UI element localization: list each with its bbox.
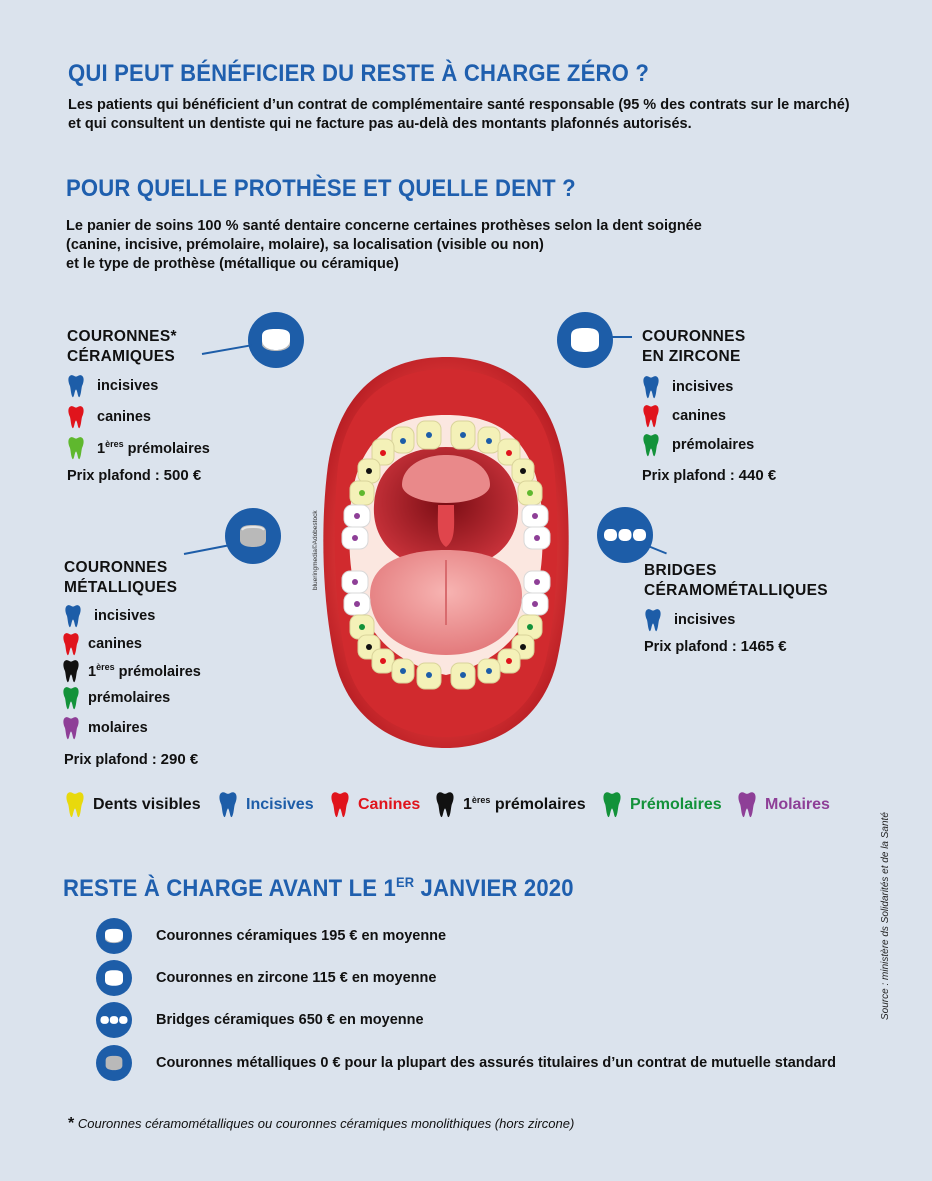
reste-row-zircone — [96, 960, 436, 996]
tooth-icon — [435, 791, 455, 818]
section-text-beneficiaires — [68, 96, 850, 134]
price-label: Prix plafond : — [64, 752, 161, 768]
title-suffix: JANVIER 2020 — [414, 875, 574, 902]
item-label: canines — [672, 408, 726, 424]
item-label: incisives — [672, 379, 734, 395]
ceramiques-item-incisives — [67, 374, 158, 398]
section-title-prothese: POUR QUELLE PROTHÈSE ET QUELLE DENT ? — [66, 175, 576, 202]
text-line: Les patients qui bénéficient d’un contrat de complémentaire santé responsable (95 % des contrats sur le marché) — [68, 97, 850, 113]
title-line: BRIDGES — [644, 562, 717, 579]
zircone-item-premolaires — [642, 433, 754, 457]
legend-incisives — [218, 791, 314, 818]
item-label: incisives — [674, 612, 736, 628]
ceramiques-title — [67, 327, 177, 367]
metalliques-item-premolaires — [62, 686, 170, 710]
crown-icon — [96, 918, 132, 954]
price-label: Prix plafond : — [642, 468, 739, 484]
row-label: Bridges céramiques 650 € en moyenne — [156, 1012, 424, 1028]
section-text-prothese — [66, 217, 702, 274]
legend-label: Canines — [358, 795, 421, 813]
title-prefix: RESTE À CHARGE AVANT LE 1 — [63, 875, 396, 902]
item-label: molaires — [88, 720, 148, 736]
source-note: Source : ministère ds Solidarités et de la Santé — [880, 812, 891, 1020]
metalliques-item-incisives — [64, 604, 155, 628]
legend-label: Dents visibles — [93, 795, 201, 813]
tooth-icon — [65, 791, 85, 818]
image-credit: blueringmedia©Adobestock — [312, 510, 319, 590]
tooth-icon — [642, 375, 660, 399]
suffix: prémolaires — [490, 796, 586, 813]
connector-line — [202, 344, 252, 355]
legend-molaires — [737, 791, 830, 818]
price-value: 290 € — [160, 751, 199, 768]
zircone-item-incisives — [642, 375, 733, 399]
bridges-price — [644, 638, 787, 655]
row-label: Couronnes métalliques 0 € pour la plupart des assurés titulaires d’un contrat de mutuelle standard — [156, 1055, 837, 1071]
zircone-title — [642, 327, 745, 367]
tooth-icon — [602, 791, 622, 818]
legend-label: Prémolaires — [630, 795, 722, 813]
sup: ères — [96, 662, 115, 672]
title-line: COURONNES — [64, 559, 168, 576]
bridges-item-incisives — [644, 608, 735, 632]
item-label — [97, 439, 210, 457]
text-line: Le panier de soins 100 % santé dentaire concerne certaines prothèses selon la dent soignée — [66, 218, 702, 234]
tooth-icon — [64, 604, 82, 628]
sup: ères — [105, 439, 124, 449]
footnote — [68, 1115, 574, 1133]
ceramiques-item-premolaires — [67, 436, 210, 460]
legend-label: Molaires — [765, 795, 830, 813]
metalliques-title — [64, 558, 177, 598]
tooth-icon — [642, 433, 660, 457]
tooth-icon — [737, 791, 757, 818]
price-value: 1465 € — [740, 638, 787, 655]
title-line: CÉRAMIQUES — [67, 348, 176, 365]
tooth-icon — [67, 374, 85, 398]
zircone-item-canines — [642, 404, 726, 428]
metalliques-price — [64, 751, 198, 768]
row-label: Couronnes en zircone 115 € en moyenne — [156, 970, 437, 986]
legend-1eres-premolaires — [435, 791, 586, 818]
footnote-text: Couronnes céramométalliques ou couronnes céramiques monolithiques (hors zircone) — [77, 1116, 575, 1131]
item-label: prémolaires — [88, 690, 171, 706]
label: prémolaires — [127, 441, 210, 457]
reste-row-ceramiques — [96, 918, 446, 954]
crown-icon — [557, 312, 613, 368]
price-value: 440 € — [738, 467, 777, 484]
price-value: 500 € — [163, 467, 202, 484]
reste-row-bridges — [96, 1002, 424, 1038]
connector-line — [612, 336, 632, 338]
tooth-icon — [62, 659, 80, 683]
section-title-reste-a-charge — [63, 874, 574, 903]
item-label — [88, 662, 201, 680]
title-line: EN ZIRCONE — [642, 348, 741, 365]
ceramiques-item-canines — [67, 405, 151, 429]
tooth-icon — [62, 716, 80, 740]
mouth-illustration — [320, 355, 572, 750]
title-sup: ER — [395, 874, 415, 890]
metalliques-item-1eres-premolaires — [62, 659, 201, 683]
prefix: 1 — [88, 664, 97, 680]
section-title-beneficiaires: QUI PEUT BÉNÉFICIER DU RESTE À CHARGE ZÉRO ? — [68, 60, 649, 87]
legend-label: Incisives — [246, 795, 314, 813]
item-label: incisives — [97, 378, 159, 394]
bridge-icon — [96, 1002, 132, 1038]
item-label: incisives — [94, 608, 156, 624]
text-line: et qui consultent un dentiste qui ne facture pas au-delà des montants plafonnés autorisés. — [68, 116, 692, 132]
tooth-icon — [644, 608, 662, 632]
footnote-star: * — [68, 1115, 75, 1132]
price-label: Prix plafond : — [67, 468, 164, 484]
title-line: MÉTALLIQUES — [64, 579, 178, 596]
tooth-icon — [67, 405, 85, 429]
title-line: CÉRAMOMÉTALLIQUES — [644, 582, 828, 599]
tooth-icon — [62, 632, 80, 656]
label: prémolaires — [118, 664, 201, 680]
item-label: prémolaires — [672, 437, 755, 453]
zircone-price — [642, 467, 776, 484]
prefix: 1 — [463, 796, 472, 813]
legend-premolaires — [602, 791, 722, 818]
tooth-icon — [642, 404, 660, 428]
price-label: Prix plafond : — [644, 639, 741, 655]
item-label: canines — [97, 409, 151, 425]
tooth-icon — [218, 791, 238, 818]
text-line: et le type de prothèse (métallique ou céramique) — [66, 256, 399, 272]
title-line: COURONNES — [642, 328, 746, 345]
crown-icon — [248, 312, 304, 368]
legend-visibles — [65, 791, 201, 818]
connector-line — [184, 545, 228, 555]
prefix: 1 — [97, 441, 106, 457]
metal-crown-icon — [96, 1045, 132, 1081]
item-label: canines — [88, 636, 142, 652]
title-line: COURONNES* — [67, 328, 177, 345]
row-label: Couronnes céramiques 195 € en moyenne — [156, 928, 447, 944]
reste-row-metalliques — [96, 1045, 836, 1081]
metalliques-item-molaires — [62, 716, 148, 740]
tooth-icon — [330, 791, 350, 818]
legend-label — [463, 795, 586, 814]
legend-canines — [330, 791, 420, 818]
crown-icon — [96, 960, 132, 996]
sup: ères — [471, 795, 491, 805]
bridges-title — [644, 561, 828, 601]
bridge-icon — [597, 507, 653, 563]
tooth-icon — [62, 686, 80, 710]
metalliques-item-canines — [62, 632, 142, 656]
tooth-icon — [67, 436, 85, 460]
metal-crown-icon — [225, 508, 281, 564]
ceramiques-price — [67, 467, 201, 484]
text-line: (canine, incisive, prémolaire, molaire), sa localisation (visible ou non) — [66, 237, 544, 253]
